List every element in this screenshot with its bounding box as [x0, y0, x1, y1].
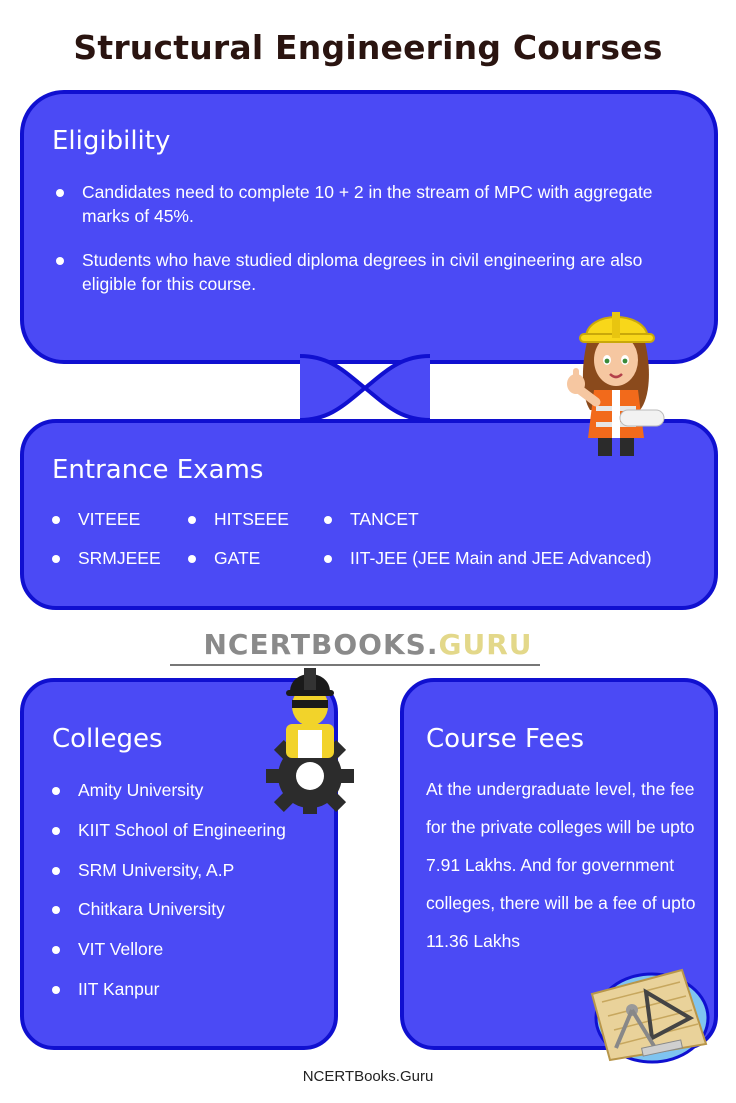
engineer-gear-icon	[248, 664, 372, 814]
list-item: Amity University	[52, 778, 332, 802]
card-connector	[300, 352, 430, 424]
colleges-heading: Colleges	[52, 724, 163, 754]
watermark-logo	[0, 628, 736, 661]
list-item: SRM University, A.P	[52, 858, 332, 882]
entrance-heading: Entrance Exams	[52, 455, 264, 485]
list-item: Candidates need to complete 10 + 2 in the stream of MPC with aggregate marks of 45%.	[56, 180, 656, 228]
list-item: VIT Vellore	[52, 937, 332, 961]
engineer-girl-icon	[560, 298, 670, 458]
fees-heading: Course Fees	[426, 724, 585, 754]
exam-item: VITEEE	[52, 509, 140, 530]
page-title: Structural Engineering Courses	[73, 28, 663, 67]
exam-item: TANCET	[324, 509, 419, 530]
fees-description: At the undergraduate level, the fee for the private colleges will be upto 7.91 Lakhs. And for government colleges, there will be a fee of upto 11.36 Lakhs	[426, 779, 696, 951]
eligibility-list	[56, 180, 656, 316]
exam-item: GATE	[188, 548, 260, 569]
list-item: IIT Kanpur	[52, 977, 332, 1001]
list-item: KIIT School of Engineering	[52, 818, 332, 842]
list-item: Students who have studied diploma degrees in civil engineering are also eligible for this course.	[56, 248, 656, 296]
watermark-part1: NCERTBOOKS.	[203, 628, 439, 661]
footer-text: NCERTBooks.Guru	[302, 1068, 434, 1085]
eligibility-heading: Eligibility	[52, 126, 171, 156]
watermark-part2: GURU	[438, 628, 533, 661]
exam-item: IIT-JEE (JEE Main and JEE Advanced)	[324, 548, 652, 569]
blueprint-tools-icon	[582, 952, 712, 1064]
exam-item: HITSEEE	[188, 509, 289, 530]
exam-item: SRMJEEE	[52, 548, 161, 569]
list-item: Chitkara University	[52, 897, 332, 921]
